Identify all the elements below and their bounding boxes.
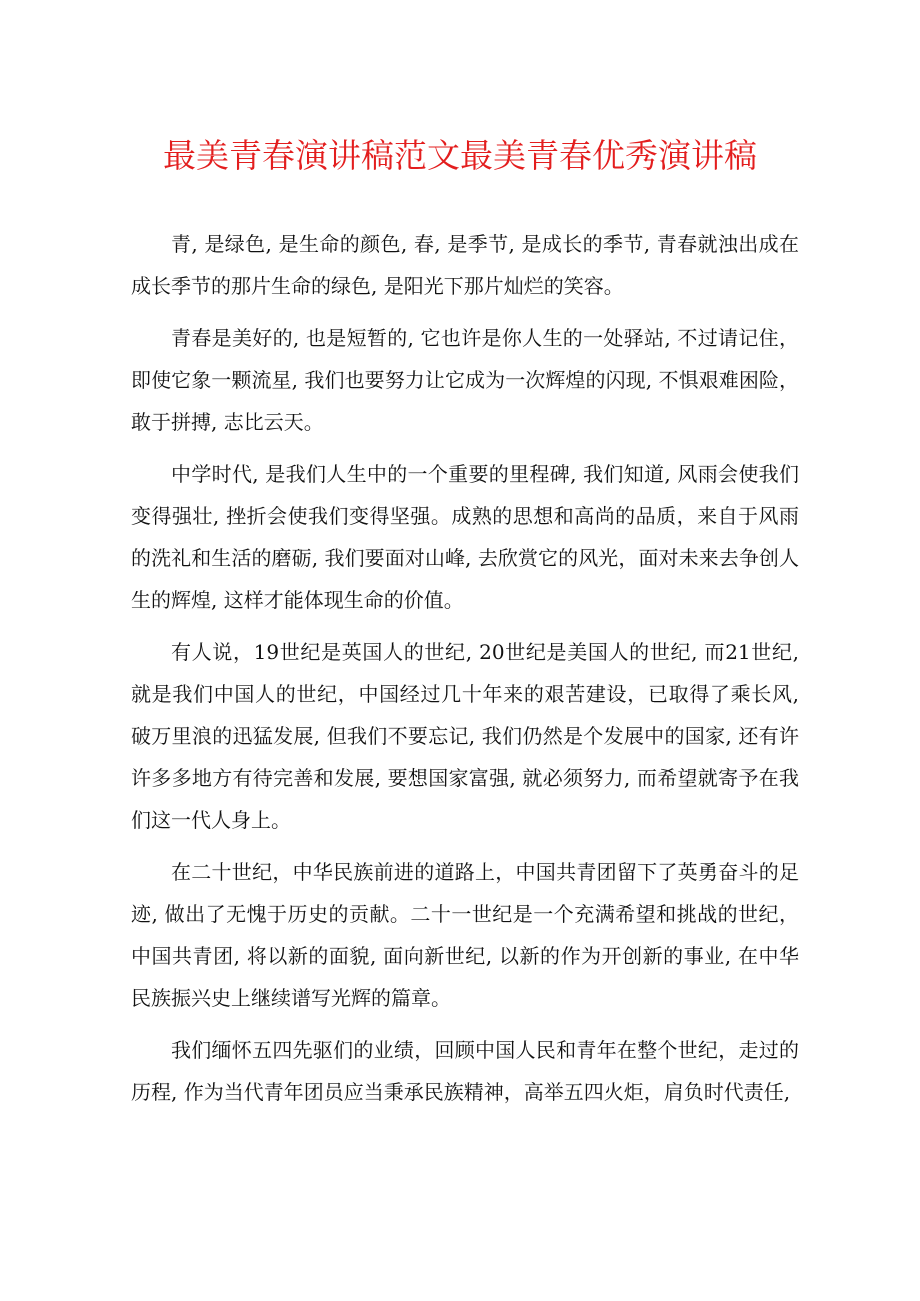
paragraph-4: 有人说，19世纪是英国人的世纪, 20世纪是美国人的世纪, 而21世纪, 就是我们中国人的世纪，中国经过几十年来的艰苦建设，已取得了乘长风, 破万里浪的迅猛发展, 但我们不要忘记, 我们仍然是个发展中的国家, 还有许许多多地方有待完善和发展, 要想国家富强, 就必须努力, 而希望就寄予在我们这一代人身上。 <box>131 640 799 832</box>
paragraph-5: 在二十世纪，中华民族前进的道路上，中国共青团留下了英勇奋斗的足迹, 做出了无愧于历史的贡献。二十一世纪是一个充满希望和挑战的世纪，中国共青团, 将以新的面貌, 面向新世纪, 以新的作为开创新的事业, 在中华民族振兴史上继续谱写光辉的篇章。 <box>131 860 799 1010</box>
document-body <box>131 223 799 1123</box>
paragraph-6: 我们缅怀五四先驱们的业绩，回顾中国人民和青年在整个世纪，走过的历程, 作为当代青年团员应当秉承民族精神，高举五四火炬，肩负时代责任, <box>131 1038 799 1104</box>
paragraph-1: 青, 是绿色, 是生命的颜色, 春, 是季节, 是成长的季节, 青春就浊出成在成长季节的那片生命的绿色, 是阳光下那片灿烂的笑容。 <box>131 232 799 298</box>
paragraph-2: 青春是美好的, 也是短暂的, 它也许是你人生的一处驿站, 不过请记住，即使它象一颗流星, 我们也要努力让它成为一次辉煌的闪现, 不惧艰难困险，敢于拼搏, 志比云天。 <box>131 326 799 434</box>
paragraph-3: 中学时代, 是我们人生中的一个重要的里程碑, 我们知道, 风雨会使我们变得强壮, 挫折会使我们变得坚强。成熟的思想和高尚的品质，来自于风雨的洗礼和生活的磨砺, 我们要面对山峰, 去欣赏它的风光，面对未来去争创人生的辉煌, 这样才能体现生命的价值。 <box>131 462 799 612</box>
document-title: 最美青春演讲稿范文最美青春优秀演讲稿 <box>163 136 757 175</box>
